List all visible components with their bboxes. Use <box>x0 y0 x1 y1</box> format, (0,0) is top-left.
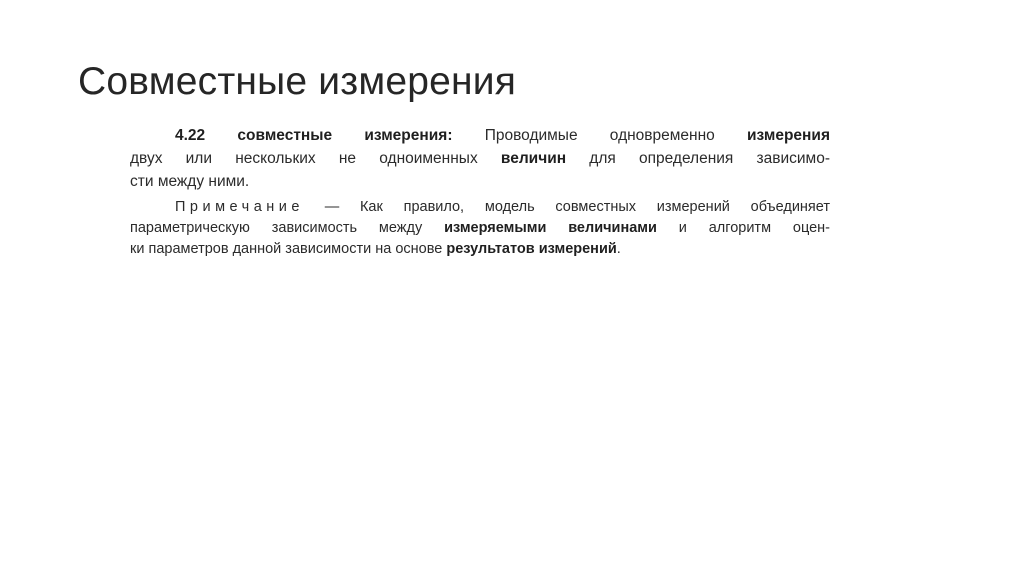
definition-term: 4.22 совместные измерения: <box>175 127 453 144</box>
definition-bold-measurements: измерения <box>747 127 830 144</box>
note-text: — Как правило, модель совместных измерений объединяет <box>303 199 830 215</box>
definition-line-1 <box>130 124 830 147</box>
note-text: ки параметров данной зависимости на основе <box>130 241 447 257</box>
scanned-text-block <box>130 124 830 260</box>
note-text: и алгоритм оцен- <box>656 220 830 236</box>
note-line-2 <box>130 218 830 239</box>
note-paragraph <box>130 197 830 260</box>
note-line-3 <box>130 239 830 260</box>
definition-text: Проводимые одновременно <box>452 127 748 144</box>
note-text: . <box>616 241 621 257</box>
note-text: параметрическую зависимость между <box>130 220 445 236</box>
note-line-1 <box>130 197 830 218</box>
slide-title: Совместные измерения <box>78 60 517 103</box>
definition-line-3: сти между ними. <box>130 173 250 190</box>
note-bold-measured-quantities: измеряемыми величинами <box>444 220 657 236</box>
definition-text: двух или нескольких не одноименных <box>130 150 501 167</box>
note-label: Примечание <box>175 199 304 215</box>
definition-paragraph <box>130 124 830 193</box>
definition-text: для определения зависимо- <box>566 150 830 167</box>
note-bold-measurement-results: результатов измерений <box>446 241 617 257</box>
definition-line-2 <box>130 147 830 170</box>
definition-bold-quantities: величин <box>500 150 567 167</box>
